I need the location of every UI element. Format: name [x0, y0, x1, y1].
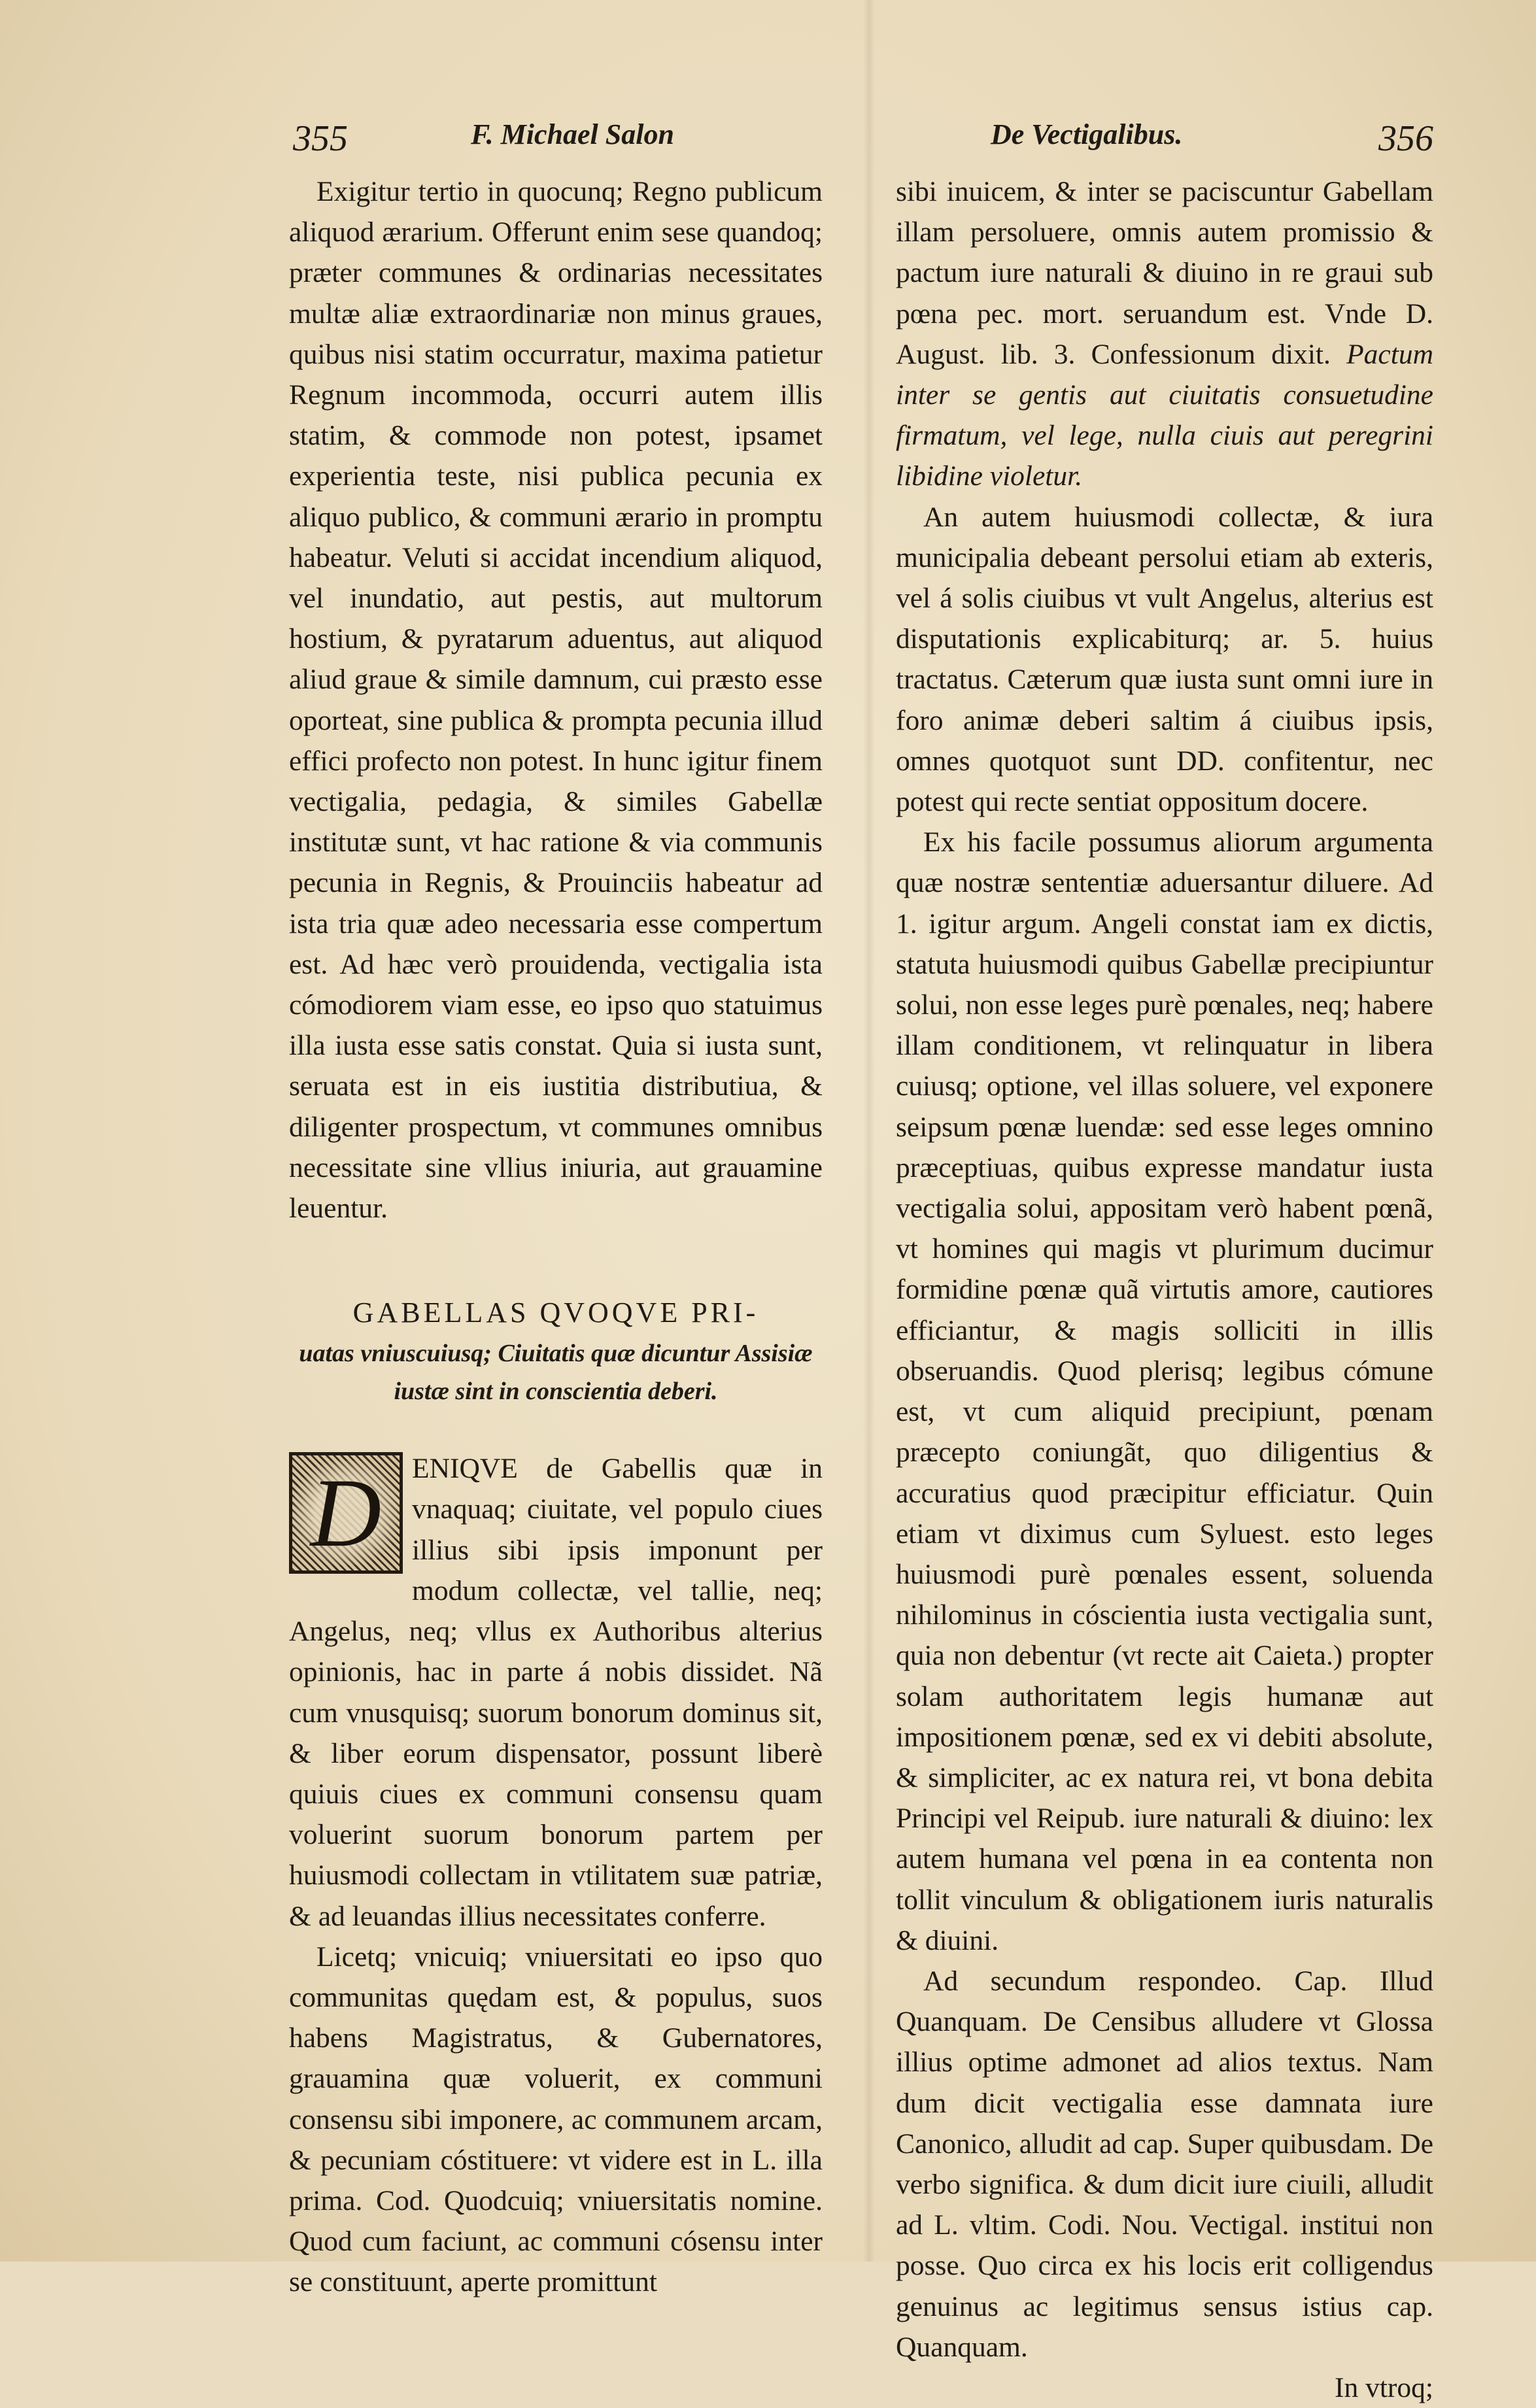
right-paragraph-3: Ex his facile possumus aliorum argumenta quæ nostræ sententiæ aduersantur diluere. Ad 1. igitur argum. Angeli constat iam ex dictis, statuta huiusmodi quibus Gabellæ precipiuntur solui, non esse leges purè pœnales, neq; habere illam conditionem, vt relinquatur in libera cuiusq; optione, vel illas soluere, vel exponere seipsum pœnæ luendæ: sed esse leges omnino præceptiuas, quibus expresse mandatur iusta vectigalia solui, appositam verò habent pœnã, vt homines qui magis vt plurimum ducimur formidine pœnæ quã virtutis amore, cautiores efficiantur, & magis solliciti in illis obseruandis. Quod plerisq; legibus cómune est, vt cum aliquid precipiunt, pœnam præcepto coniungãt, quo diligentius & accuratius quod præcipitur efficiatur. Quin etiam vt diximus cum Syluest. esto leges huiusmodi purè pœnales essent, soluenda nihilominus in cóscientia iusta vectigalia sunt, quia non debentur (vt recte ait Caieta.) propter solam authoritatem legis humanæ aut impositionem pœnæ, sed ex vi debiti absolute, & simpliciter, ac ex natura rei, vt bona debita Principi vel Reipub. iure naturali & diuino: lex autem humana vel pœna in ea contenta non tollit vinculum & obligationem iuris naturalis & diuini. — [896, 826, 1433, 1956]
decorated-initial-letter: D — [292, 1461, 400, 1565]
left-paragraph-2: ENIQVE de Gabellis quæ in vnaquaq; ciuitate, vel populo ciues illius sibi ipsis imponunt per modum collectæ, vel tallie, neq; Angelus, neq; vllus ex Authoribus alterius opinionis, hac in parte á nobis dissidet. Nã cum vnusquisq; suorum bonorum dominus sit, & liber eorum dispensator, possunt liberè quiuis ciues ex communi consensu quam voluerint suorum bonorum partem per huiusmodi collectam in vtilitatem suæ patriæ, & ad leuandas illius necessitates conferre. — [289, 1453, 823, 1932]
page-gutter — [863, 0, 875, 2262]
right-paragraph-1 — [896, 171, 1433, 497]
right-paragraph-4: Ad secundum respondeo. Cap. Illud Quanquam. De Censibus alludere vt Glossa illius optime admonet ad alios textus. Nam dum dicit vectigalia esse damnata iure Canonico, alludit ad cap. Super quibusdam. De verbo significa. & dum dicit iure ciuili, alludit ad L. vltim. Codi. Nou. Vectigal. institui non posse. Quo circa ex his locis erit colligendus genuinus ac legitimus sensus istius cap. Quanquam. — [896, 1965, 1433, 2363]
left-paragraph-1: Exigitur tertio in quocunq; Regno publicum aliquod ærarium. Offerunt enim sese quandoq; præter communes & ordinarias necessitates multæ aliæ extraordinariæ non minus graues, quibus nisi statim occurratur, maxima patietur Regnum incommoda, occurri autem illis statim, & commode non potest, ipsamet experientia teste, nisi publica pecunia ex aliquo publico, & communi ærario in promptu habeatur. Veluti si accidat incendium aliquod, vel inundatio, aut pestis, aut multorum hostium, & pyratarum aduentus, aut aliquod aliud graue & simile damnum, cui præsto esse oporteat, sine publica & prompta pecunia illud effici profecto non potest. In hunc igitur finem vectigalia, pedagia, & similes Gabellæ institutæ sunt, vt hac ratione & via communis pecunia in Regnis, & Prouinciis habeatur ad ista tria quæ adeo necessaria esse compertum est. Ad hæc verò prouidenda, vectigalia ista cómodiorem viam esse, eo ipso quo statuimus illa iusta esse satis constat. Quia si iusta sunt, seruata est in eis iustitia distributiua, & diligenter prospectum, vt communes omnibus necessitate sine vllius iniuria, aut grauamine leuentur. — [289, 176, 823, 1225]
catchword: In vtroq; — [1334, 2371, 1433, 2403]
section-subheading: uatas vniuscuiusq; Ciuitatis quæ dicuntur Assisiæ iustæ sint in conscientia deberi. — [299, 1340, 813, 1406]
section-heading: GABELLAS QVOQVE PRI- — [352, 1297, 759, 1329]
right-paragraph-2: An autem huiusmodi collectæ, & iura municipalia debeant persolui etiam ab exteris, vel á solis ciuibus vt vult Angelus, alterius est disputationis explicabiturq; ar. 5. huius tractatus. Cæterum quæ iusta sunt omni iure in foro animæ deberi saltim á ciuibus ipsis, omnes quotquot sunt DD. confitentur, nec potest qui recte sentiat oppositum docere. — [896, 501, 1433, 818]
left-running-head: F. Michael Salon — [471, 118, 674, 150]
left-column — [289, 171, 823, 2303]
right-page-number: 356 — [1378, 118, 1433, 159]
left-paragraph-3: Licetq; vnicuiq; vniuersitati eo ipso quo communitas quędam est, & populus, suos habens Magistratus, & Gubernatores, grauamina quæ voluerit, ex communi consensu sibi imponere, ac communem arcam, & pecuniam cóstituere: vt videre est in L. illa prima. Cod. Quodcuiq; vniuersitatis nomine. Quod cum faciunt, ac communi cósensu inter se constituunt, aperte promittunt — [289, 1941, 823, 2298]
right-running-head: De Vectigalibus. — [991, 118, 1183, 150]
right-column — [896, 171, 1433, 2408]
augustine-quote: Pactum inter se gentis aut ciuitatis consuetudine firmatum, vel lege, nulla ciuis aut peregrini libidine violetur. — [896, 338, 1433, 492]
left-page-number: 355 — [293, 118, 348, 159]
decorated-initial — [289, 1452, 403, 1574]
right-paragraph-1-text: sibi inuicem, & inter se paciscuntur Gabellam illam persoluere, omnis autem promissio & pactum iure naturali & diuino in re graui sub pœna pec. mort. seruandum est. Vnde D. August. lib. 3. Confessionum dixit. — [896, 176, 1433, 370]
